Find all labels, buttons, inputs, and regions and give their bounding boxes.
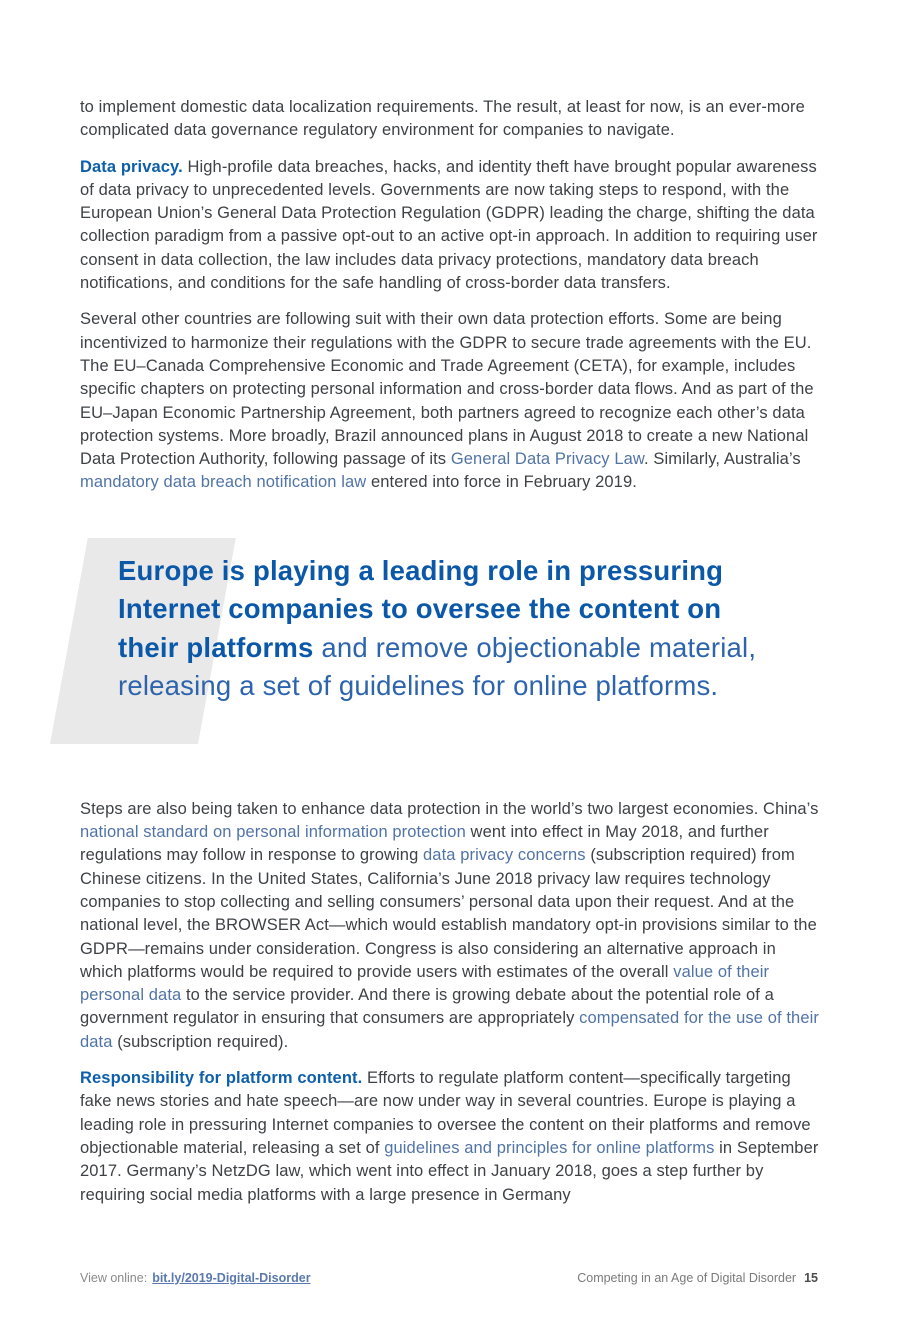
inline-link[interactable]: compensated for the use of their data bbox=[80, 1009, 819, 1051]
text-run: to implement domestic data localization requirements. The result, at least for now, is an ever-more complicated data governance regulatory environment for companies to navigate. bbox=[80, 98, 805, 140]
text-run: entered into force in February 2019. bbox=[366, 473, 637, 492]
text-run: Steps are also being taken to enhance data protection in the world’s two largest economies. China’s bbox=[80, 799, 819, 818]
inline-link[interactable]: General Data Privacy Law bbox=[450, 450, 645, 469]
text-run: went into effect in May 2018, and further regulations may follow in response to growing bbox=[80, 823, 769, 865]
quote-line bbox=[118, 629, 820, 668]
paragraph bbox=[80, 96, 820, 143]
pull-quote-text bbox=[118, 538, 820, 706]
inline-link[interactable]: guidelines and principles for online platforms bbox=[384, 1138, 715, 1157]
page-footer bbox=[80, 1271, 818, 1285]
inline-link[interactable]: national standard on personal information protection bbox=[80, 823, 466, 842]
inline-link[interactable]: data privacy concerns bbox=[423, 846, 586, 865]
text-run: in September 2017. Germany’s NetzDG law, which went into effect in January 2018, goes a step further by requiring social media platforms with a large presence in Germany bbox=[80, 1138, 819, 1204]
text-run: (subscription required) from Chinese citizens. In the United States, California’s June 2018 privacy law requires technology companies to stop collecting and selling consumers’ personal data upon their request. And at the national level, the BROWSER Act—which would establish mandatory opt-in provisions similar to the GDPR—remains under consideration. Congress is also considering an alternative approach in which platforms would be required to provide users with estimates of the overall bbox=[80, 846, 817, 981]
page-body bbox=[80, 96, 820, 1220]
text-run: High-profile data breaches, hacks, and identity theft have brought popular awareness of data privacy to unprecedented levels. Governments are now taking steps to respond, with the European Union’s General Data Protection Regulation (GDPR) leading the charge, shifting the data collection paradigm from a passive opt-out to an active opt-in approach. In addition to requiring user consent in data collection, the law includes data privacy protections, mandatory data breach notifications, and conditions for the safe handling of cross-border data transfers. bbox=[80, 157, 818, 293]
lead-in-label: Data privacy. bbox=[80, 157, 188, 176]
paragraph bbox=[80, 798, 820, 1054]
quote-bold-text: their platforms bbox=[118, 631, 314, 663]
inline-link[interactable]: value of their personal data bbox=[80, 962, 770, 1005]
footer-view-online bbox=[80, 1271, 311, 1285]
quote-line bbox=[118, 667, 820, 706]
inline-link[interactable]: mandatory data breach notification law bbox=[80, 473, 367, 492]
paragraph bbox=[80, 308, 820, 494]
view-online-link[interactable]: bit.ly/2019-Digital-Disorder bbox=[152, 1271, 311, 1285]
paragraph-data-privacy bbox=[80, 156, 820, 296]
footer-running-title bbox=[577, 1271, 818, 1285]
text-run: to the service provider. And there is growing debate about the potential role of a government regulator in ensuring that consumers are appropriately bbox=[80, 986, 774, 1028]
text-run: Several other countries are following suit with their own data protection efforts. Some are being incentivized to harmonize their regulations with the GDPR to secure trade agreements with the EU. The EU–Canada Comprehensive Economic and Trade Agreement (CETA), for example, includes specific chapters on protecting personal information and cross-border data flows. And as part of the EU–Japan Economic Partnership Agreement, both partners agreed to recognize each other’s data protection systems. More broadly, Brazil announced plans in August 2018 to create a new National Data Protection Authority, following passage of its bbox=[80, 310, 814, 469]
lead-in-label: Responsibility for platform content. bbox=[80, 1069, 367, 1088]
pull-quote bbox=[80, 538, 820, 744]
report-title: Competing in an Age of Digital Disorder bbox=[577, 1271, 797, 1285]
text-run: Efforts to regulate platform content—specifically targeting fake news stories and hate speech—are now under way in several countries. Europe is playing a leading role in pressuring Internet companies to oversee the content on their platforms and remove objectionable material, releasing a set of bbox=[80, 1069, 811, 1157]
view-online-label: View online: bbox=[80, 1271, 148, 1285]
quote-light-text: releasing a set of guidelines for online platforms. bbox=[118, 670, 719, 702]
quote-bold-text: Europe is playing a leading role in pressuring bbox=[118, 554, 724, 586]
quote-light-text: and remove objectionable material, bbox=[313, 631, 757, 663]
text-run: . Similarly, Australia’s bbox=[644, 450, 801, 469]
text-run: (subscription required). bbox=[112, 1032, 289, 1051]
quote-bold-text: Internet companies to oversee the content on bbox=[118, 593, 722, 625]
quote-line bbox=[118, 552, 820, 591]
page-number: 15 bbox=[804, 1271, 818, 1285]
quote-line bbox=[118, 590, 820, 629]
paragraph-platform-content bbox=[80, 1067, 820, 1207]
